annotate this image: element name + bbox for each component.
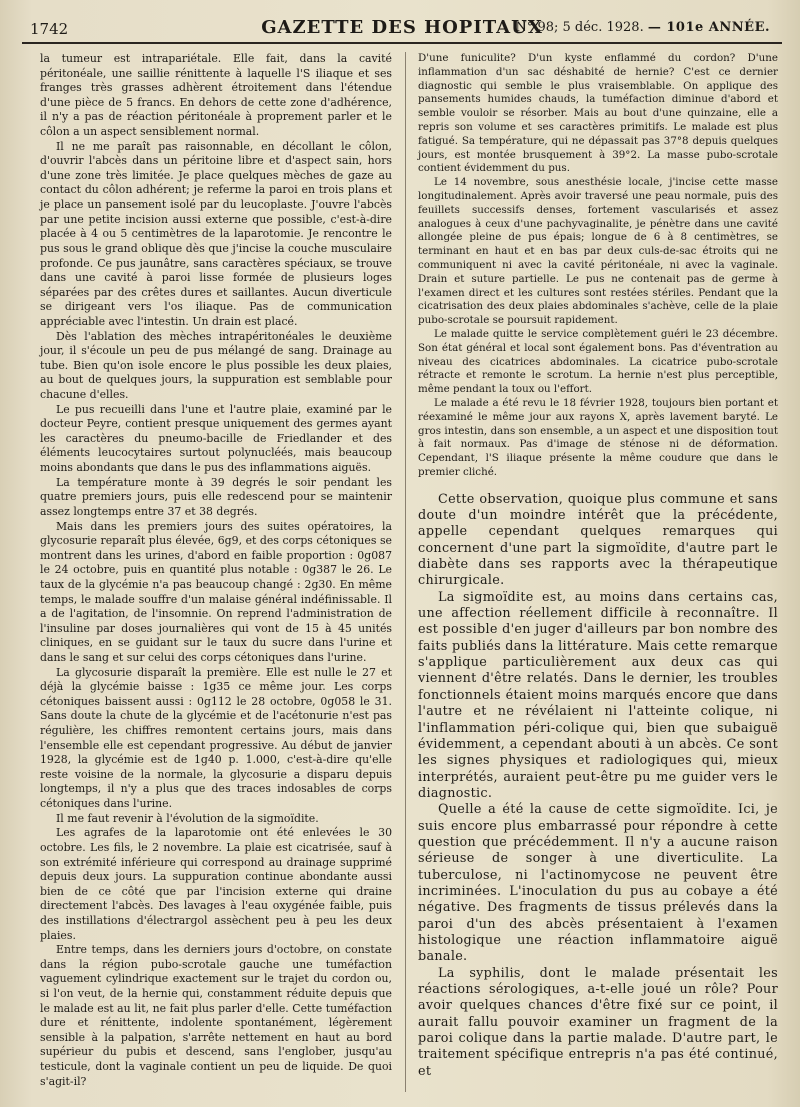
left-column (40, 52, 392, 1089)
commentary-paragraph: La syphilis, dont le malade présentait les réactions sérologiques, a-t-elle joué un rôle? Pour avoir quelques chances d'être fixé sur ce point, il aurait fallu pouvoir examiner un fragment de la paroi colique dans la partie malade. D'autre part, le traitement spécifique entrepris n'a pas été continué, et (418, 965, 778, 1079)
paragraph: Le malade a été revu le 18 février 1928, toujours bien portant et réexaminé le même jour aux rayons X, après lavement baryté. Le gros intestin, dans son ensemble, a un aspect et une disposition tout à fait normaux. Pas d'image de sténose ni de déformation. Cependant, l'S iliaque présente la même coudure que dans le premier cliché. (418, 396, 778, 478)
paragraph: la tumeur est intrapariétale. Elle fait, dans la cavité péritonéale, une saillie rénittente à laquelle l'S iliaque et ses franges très grasses adhèrent étroitement dans l'étendue d'une pièce de 5 francs. En dehors de cette zone d'adhérence, il n'y a pas de réaction péritonéale à proprement parler et le côlon a un aspect sensiblement normal. (40, 52, 392, 139)
paragraph: Il me faut revenir à l'évolution de la sigmoïdite. (56, 811, 319, 825)
issue-number-date: N° 98; 5 déc. 1928. (515, 20, 644, 35)
paragraph: Le pus recueilli dans l'une et l'autre plaie, examiné par le docteur Peyre, contient presque uniquement des germes ayant les caractères du pneumo-bacille de Friedlander et des éléments leucocytaires surtout polynucléés, mais beaucoup moins abondants que dans le pus des inflammations aiguës. (40, 402, 392, 475)
paragraph: Les agrafes de la laparotomie ont été enlevées le 30 octobre. Les fils, le 2 novembre. La plaie est cicatrisée, sauf à son extrémité inférieure qui correspond au drainage supprimé depuis deux jours. La suppuration continue abondante aussi bien de ce côté que par l'incision externe qui draine directement l'abcès. Des lavages à l'eau oxygénée faible, puis des instillations d'électrargol assèchent peu à peu les deux plaies. (40, 826, 392, 942)
paragraph: Le 14 novembre, sous anesthésie locale, j'incise cette masse longitudinalement. Après avoir traversé une peau normale, puis des feuillets successifs denses, fortement vascularisés et assez analogues à ceux d'une pachyvaginalite, je pénètre dans une cavité allongée pleine de pus épais; longue de 6 à 8 centimètres, se terminant en haut et en bas par deux culs-de-sac étroits qui ne communiquent ni avec la cavité péritonéale, ni avec la vaginale. Drain et suture partielle. Le pus ne contenait pas de germe à l'examen direct et les cultures sont restées stériles. Pendant que la cicatrisation des deux plaies abdominales s'achève, celle de la plaie pubo-scrotale se poursuit rapidement. (418, 176, 778, 327)
column-divider (405, 52, 406, 1092)
paragraph: Entre temps, dans les derniers jours d'octobre, on constate dans la région pubo-scrotale gauche une tuméfaction vaguement cylindrique exactement sur le trajet du cordon ou, si l'on veut, de la hernie qui, constamment réduite depuis que le malade est au lit, ne fait plus parler d'elle. Cette tuméfaction dure et rénittente, indolente spontanément, légèrement sensible à la palpation, s'arrête nettement en haut au bord supérieur du pubis et descend, sans l'englober, jusqu'au testicule, dont la vaginale contient un peu de liquide. De quoi s'agit-il? (40, 943, 392, 1088)
paragraph: Le malade quitte le service complètement guéri le 23 décembre. Son état général et local sont également bons. Pas d'éventration au niveau des cicatrices abdominales. La cicatrice pubo-scrotale rétracte et remonte le scrotum. La hernie n'est plus perceptible, même pendant la toux ou l'effort. (418, 327, 778, 396)
paragraph: Dès l'ablation des mèches intrapéritonéales le deuxième jour, il s'écoule un peu de pus mélangé de sang. Drainage au tube. Bien qu'on isole encore le plus possible les deux plaies, au bout de quelques jours, la suppuration est semblable pour chacune d'elles. (40, 329, 392, 402)
commentary-paragraph: Quelle a été la cause de cette sigmoïdite. Ici, je suis encore plus embarrassé pour répondre à cette question que précédemment. Il n'y a aucune raison sérieuse de songer à une diverticulite. La tuberculose, ni l'actinomycose ne peuvent être incriminées. L'inoculation du pus au cobaye a été négative. Des fragments de tissus prélevés dans la paroi d'un des abcès présentaient à l'examen histologique une réaction inflammatoire aiguë banale. (418, 802, 778, 965)
issue-year: — 101e ANNÉE. (647, 20, 770, 35)
page-header (22, 8, 782, 44)
commentary-paragraph: Cette observation, quoique plus commune et sans doute d'un moindre intérêt que la précédente, appelle cependant quelques remarques qui concernent d'une part la sigmoïdite, d'autre part le diabète dans ses rapports avec la thérapeutique chirurgicale. (418, 491, 778, 589)
paragraph: D'une funiculite? D'un kyste enflammé du cordon? D'une inflammation d'un sac déshabité de hernie? C'est ce dernier diagnostic qui semble le plus vraisemblable. On applique des pansements humides chauds, la tuméfaction diminue d'abord et semble vouloir se résorber. Mais au bout d'une quinzaine, elle a repris son volume et ses caractères primitifs. Le malade est plus fatigué. Sa température, qui ne dépassait pas 37°8 depuis quelques jours, est montée brusquement à 39°2. La masse pubo-scrotale contient évidemment du pus. (418, 52, 778, 175)
commentary-paragraph: La sigmoïdite est, au moins dans certains cas, une affection réellement difficile à reconnaître. Il est possible d'en juger d'ailleurs par bon nombre des faits publiés dans la littérature. Mais cette remarque s'applique particulièrement aux deux cas qui viennent d'être relatés. Dans le dernier, les troubles fonctionnels étaient moins marqués encore que dans l'autre et ne révélaient ni l'atteinte colique, ni l'inflammation péri-colique qui, bien que subaiguë évidemment, a cependant abouti à un abcès. Ce sont les signes physiques et radiologiques qui, mieux interprétés, auraient peut-être pu me guider vers le diagnostic. (418, 589, 778, 801)
paragraph: La glycosurie disparaît la première. Elle est nulle le 27 et déjà la glycémie baisse : 1g35 ce même jour. Les corps cétoniques baissent aussi : 0g112 le 28 octobre, 0g058 le 31. Sans doute la chute de la glycémie et de l'acétonurie n'est pas régulière, les chiffres remontent certains jours, mais dans l'ensemble elle est cependant progressive. Au début de janvier 1928, la glycémie est de 1g40 p. 1.000, c'est-à-dire qu'elle reste voisine de la normale, la glycosurie a disparu depuis longtemps, il n'y a plus que des traces indosables de corps cétoniques dans l'urine. (40, 665, 392, 811)
issue-info (515, 20, 770, 35)
right-column (418, 52, 778, 1080)
paragraph: La température monte à 39 degrés le soir pendant les quatre premiers jours, puis elle redescend pour se maintenir assez longtemps entre 37 et 38 degrés. (40, 475, 392, 518)
page-number: 1742 (30, 20, 69, 38)
paragraph: Il ne me paraît pas raisonnable, en décollant le côlon, d'ouvrir l'abcès dans un péritoine libre et d'aspect sain, hors d'une zone très limitée. Je place quelques mèches de gaze au contact du côlon adhérent; je referme la paroi en trois plans et je place un pansement isolé par du leucoplaste. J'ouvre l'abcès par une petite incision aussi externe que possible, c'est-à-dire placée à 4 ou 5 centimètres de la laparotomie. Je rencontre le pus sous le grand oblique dès que j'incise la couche musculaire profonde. Ce pus jaunâtre, sans caractères spéciaux, se trouve dans une cavité à paroi lisse formée de plusieurs loges séparées par des crêtes dures et saillantes. Aucun diverticule se dirigeant vers l'os iliaque. Pas de communication appréciable avec l'intestin. Un drain est placé. (40, 139, 392, 328)
commentary-section (418, 492, 778, 1080)
journal-title: GAZETTE DES HOPITAUX (261, 17, 543, 38)
paragraph: Mais dans les premiers jours des suites opératoires, la glycosurie reparaît plus élevée, 6g9, et des corps cétoniques se montrent dans les urines, d'abord en faible proportion : 0g087 le 24 octobre, puis en quantité plus notable : 0g387 le 26. Le taux de la glycémie n'a pas beaucoup changé : 2g30. En même temps, le malade souffre d'un malaise général indéfinissable. Il a de l'agitation, de l'insomnie. On reprend l'administration de l'insuline par doses journalières qui vont de 15 à 45 unités cliniques, en se guidant sur le taux du sucre dans l'urine et dans le sang et sur celui des corps cétoniques dans l'urine. (40, 519, 392, 664)
